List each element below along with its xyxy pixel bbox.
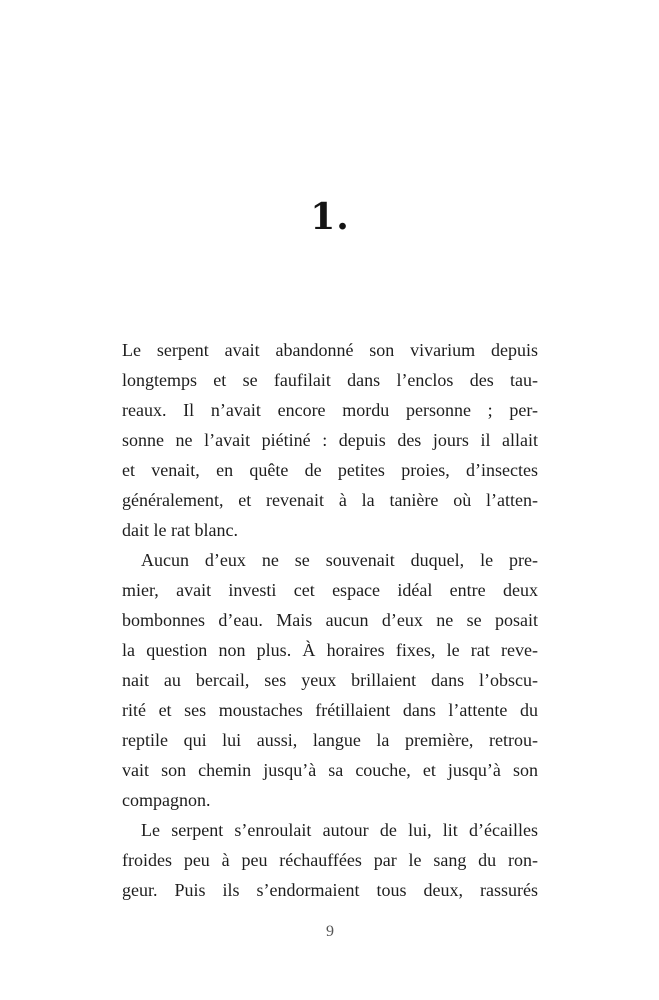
text-line: et venait, en quête de petites proies, d’insectes [122, 460, 538, 480]
text-line: la question non plus. À horaires fixes, le rat reve- [122, 640, 538, 660]
text-line: rité et ses moustaches frétillaient dans l’attente du [122, 700, 538, 720]
page-number: 9 [326, 923, 334, 940]
paragraph [122, 335, 538, 545]
text-line: généralement, et revenait à la tanière où l’atten- [122, 490, 538, 510]
text-line: compagnon. [122, 790, 211, 810]
text-line: Le serpent avait abandonné son vivarium depuis [122, 340, 538, 360]
text-line: bombonnes d’eau. Mais aucun d’eux ne se posait [122, 610, 538, 630]
paragraph [122, 815, 538, 905]
text-line: reaux. Il n’avait encore mordu personne ; per- [122, 400, 538, 420]
text-line: reptile qui lui aussi, langue la première, retrou- [122, 730, 538, 750]
chapter-number: 1. [310, 196, 350, 238]
text-line: froides peu à peu réchauffées par le sang du ron- [122, 850, 538, 870]
text-line: dait le rat blanc. [122, 520, 238, 540]
text-line: vait son chemin jusqu’à sa couche, et jusqu’à son [122, 760, 538, 780]
text-line: sonne ne l’avait piétiné : depuis des jours il allait [122, 430, 538, 450]
text-line: longtemps et se faufilait dans l’enclos des tau- [122, 370, 538, 390]
text-line: mier, avait investi cet espace idéal entre deux [122, 580, 538, 600]
text-line: nait au bercail, ses yeux brillaient dans l’obscu- [122, 670, 538, 690]
body-text [122, 335, 538, 905]
text-line: geur. Puis ils s’endormaient tous deux, rassurés [122, 880, 538, 900]
paragraph [122, 545, 538, 815]
text-line: Le serpent s’enroulait autour de lui, lit d’écailles [141, 820, 538, 840]
text-line: Aucun d’eux ne se souvenait duquel, le pre- [141, 550, 538, 570]
